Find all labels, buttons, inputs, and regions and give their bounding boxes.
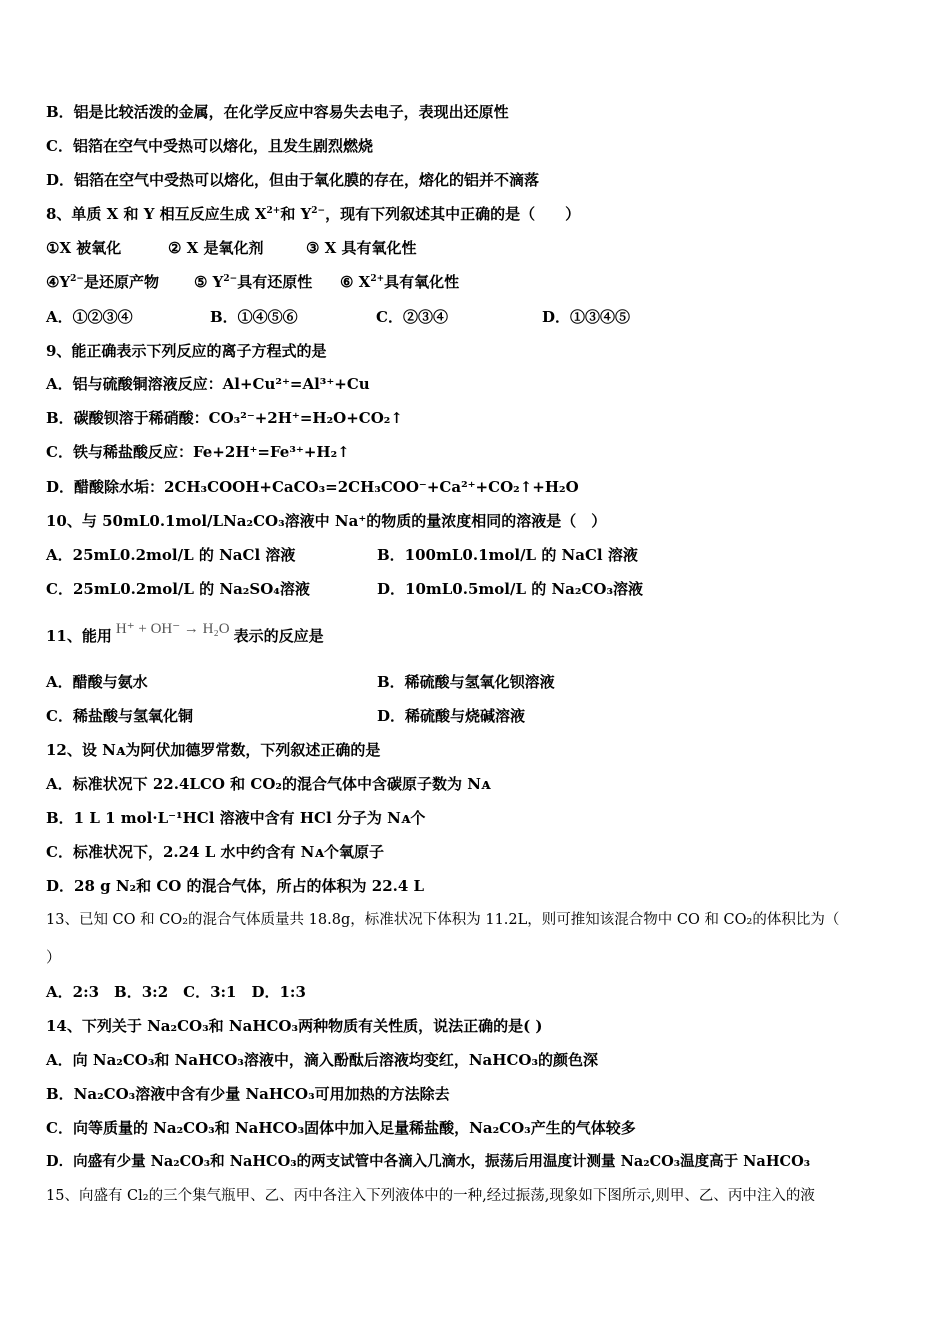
q11-option-b: B．稀硫酸与氢氧化钡溶液: [377, 673, 555, 691]
q10-option-c: C．25mL0.2mol/L 的 Na₂SO₄溶液: [46, 580, 310, 598]
q7-option-c: C．铝箔在空气中受热可以熔化，且发生剧烈燃烧: [46, 137, 373, 155]
q10-option-d: D．10mL0.5mol/L 的 Na₂CO₃溶液: [377, 580, 644, 598]
q9-stem: 9、能正确表示下列反应的离子方程式的是: [46, 342, 327, 360]
q8-option-c: C．②③④: [376, 308, 448, 326]
q14-stem: 14、下列关于 Na₂CO₃和 NaHCO₃两种物质有关性质，说法正确的是( ): [46, 1017, 543, 1035]
q8-option-d: D．①③④⑤: [542, 308, 631, 326]
q14-option-a: A．向 Na₂CO₃和 NaHCO₃溶液中，滴入酚酞后溶液均变红，NaHCO₃的颜色深: [46, 1051, 599, 1069]
q12-stem: 12、设 Nᴀ为阿伏加德罗常数，下列叙述正确的是: [46, 741, 381, 759]
q9-option-a: A．铝与硫酸铜溶液反应：Al+Cu²⁺=Al³⁺+Cu: [46, 375, 370, 393]
q9-option-d: D．醋酸除水垢：2CH₃COOH+CaCO₃=2CH₃COO⁻+Ca²⁺+CO₂↑+H₂O: [46, 478, 579, 496]
q11-option-a: A．醋酸与氨水: [46, 673, 148, 691]
q11-option-c: C．稀盐酸与氢氧化铜: [46, 707, 193, 725]
q11-option-d: D．稀硫酸与烧碱溶液: [377, 707, 526, 725]
q13-stem: 13、已知 CO 和 CO₂的混合气体质量共 18.8g，标准状况下体积为 11.2L，则可推知该混合物中 CO 和 CO₂的体积比为（: [46, 912, 840, 928]
q9-option-c: C．铁与稀盐酸反应：Fe+2H⁺=Fe³⁺+H₂↑: [46, 443, 350, 461]
q14-option-c: C．向等质量的 Na₂CO₃和 NaHCO₃固体中加入足量稀盐酸，Na₂CO₃产生的气体较多: [46, 1119, 636, 1137]
q15-stem: 15、向盛有 Cl₂的三个集气瓶甲、乙、丙中各注入下列液体中的一种,经过振荡,现象如下图所示,则甲、乙、丙中注入的液: [46, 1188, 815, 1204]
q10-stem: 10、与 50mL0.1mol/LNa₂CO₃溶液中 Na⁺的物质的量浓度相同的溶液是（ ）: [46, 512, 607, 530]
q10-option-a: A．25mL0.2mol/L 的 NaCl 溶液: [46, 546, 296, 564]
q9-option-b: B．碳酸钡溶于稀硝酸：CO₃²⁻+2H⁺=H₂O+CO₂↑: [46, 409, 403, 427]
q14-option-d: D．向盛有少量 Na₂CO₃和 NaHCO₃的两支试管中各滴入几滴水，振荡后用温度计测量 Na₂CO₃温度高于 NaHCO₃: [46, 1153, 811, 1170]
q8-statements-1: ①X 被氧化 ② X 是氧化剂 ③ X 具有氧化性: [46, 239, 417, 257]
q7-option-b: B．铝是比较活泼的金属，在化学反应中容易失去电子，表现出还原性: [46, 103, 509, 121]
q10-option-b: B．100mL0.1mol/L 的 NaCl 溶液: [377, 546, 638, 564]
q11-row-1: [46, 672, 555, 692]
q8-option-b: B．①④⑤⑥: [210, 308, 298, 326]
ionic-equation-formula: H⁺ + OH⁻ → H₂O: [115, 621, 230, 637]
q10-row-1: [46, 545, 638, 565]
q8-statements-2: $④Y^{2-}$是还原产物 ⑤ $Y^{2-}$具有还原性 ⑥ $X^{2+}$具有氧化性: [46, 273, 460, 291]
q10-row-2: [46, 579, 644, 599]
q12-option-a: A．标准状况下 22.4LCO 和 CO₂的混合气体中含碳原子数为 Nᴀ: [46, 775, 491, 793]
q8-stem: 8、单质 X 和 Y 相互反应生成 $X^{2+}$和 $Y^{2-}$，现有下列叙述其中正确的是（ ）: [46, 205, 581, 223]
q13-stem-end: ）: [46, 948, 62, 966]
q7-option-d: D．铝箔在空气中受热可以熔化，但由于氧化膜的存在，熔化的铝并不滴落: [46, 171, 540, 189]
q13-options: A．2:3 B．3:2 C．3:1 D．1:3: [46, 983, 306, 1001]
q14-option-b: B．Na₂CO₃溶液中含有少量 NaHCO₃可用加热的方法除去: [46, 1085, 450, 1103]
q8-options: [46, 307, 630, 327]
q8-option-a: A．①②③④: [46, 308, 133, 326]
q12-option-d: D．28 g N₂和 CO 的混合气体，所占的体积为 22.4 L: [46, 877, 425, 895]
q12-option-c: C．标准状况下，2.24 L 水中约含有 Nᴀ个氧原子: [46, 843, 385, 861]
q12-option-b: B．1 L 1 mol·L⁻¹HCl 溶液中含有 HCl 分子为 Nᴀ个: [46, 809, 426, 827]
q11-row-2: [46, 706, 526, 726]
q11-stem: 11、能用 H⁺ + OH⁻ → H₂O 表示的反应是: [46, 621, 324, 645]
